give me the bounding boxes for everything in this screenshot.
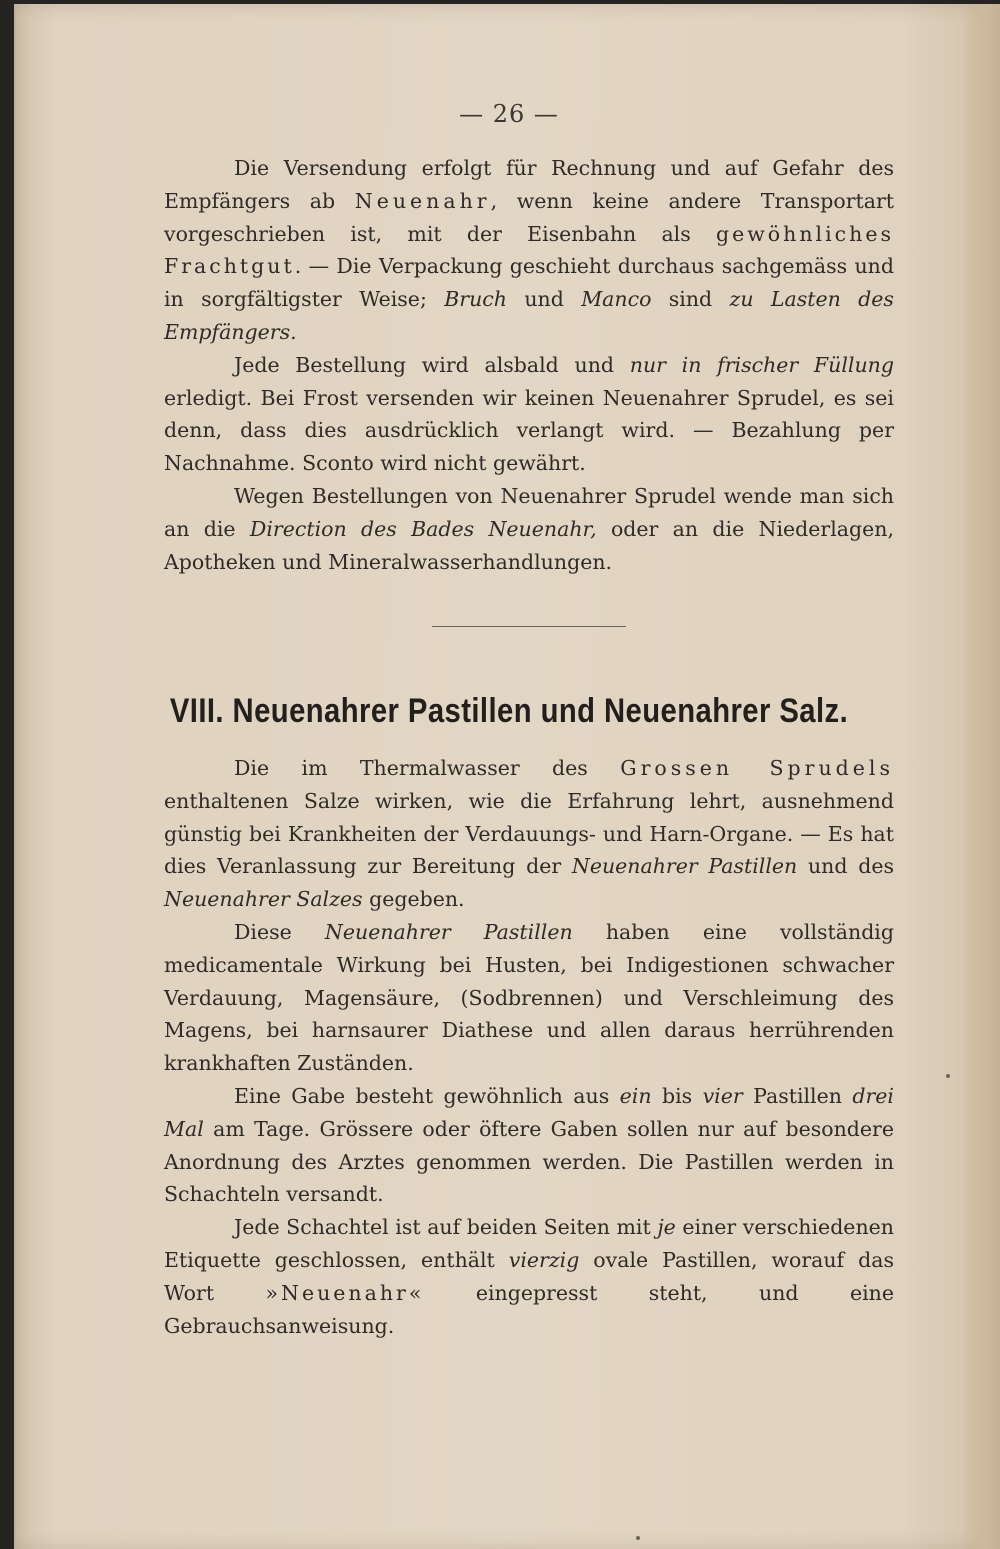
page-number: — 26 — (459, 100, 559, 128)
packaging-paragraph: Jede Schachtel ist auf beiden Seiten mit je einer verschiedenen Etiquette geschlossen, enthält vierzig ovale Pastillen, worauf das Wort »Neuenahr« eingepresst steht, und eine Gebrauchsanweisung. (164, 1215, 894, 1338)
spaced-phrase: Grossen Sprudels (620, 756, 894, 780)
spaced-phrase: »Neuenahr« (265, 1280, 425, 1305)
effects-paragraph: Diese Neuenahrer Pastillen haben eine vollständig medicamentale Wirkung bei Husten, bei Indigestionen schwacher Verdauung, Magensäure, (Sodbrennen) und Verschleimung des Magens, bei harnsaurer Diathese und allen daraus herrührenden krankhaften Zuständen. (164, 919, 894, 1076)
ordering-section (164, 152, 894, 578)
section-divider (432, 626, 626, 627)
spaced-phrase: gewöhnliches Frachtgut (164, 221, 894, 279)
paper-speck (946, 1074, 950, 1078)
pastilles-section (164, 752, 894, 1342)
shipping-paragraph: Die Versendung erfolgt für Rechnung und auf Gefahr des Empfängers ab Neuenahr, wenn keine andere Transportart vorgeschrieben ist, mit der Eisenbahn als gewöhnliches Frachtgut. — Die Verpackung geschieht durchaus sachgemäss und in sorgfältigster Weise; Bruch und Manco sind zu Lasten des Empfängers. (164, 156, 894, 344)
salts-paragraph: Die im Thermalwasser des Grossen Sprudels enthaltenen Salze wirken, wie die Erfahrung lehrt, ausnehmend günstig bei Krankheiten der Verdauungs- und Harn-Organe. — Es hat dies Veranlassung zur Bereitung der Neuenahrer Pastillen und des Neuenahrer Salzes gegeben. (164, 756, 894, 912)
dosage-paragraph: Eine Gabe besteht gewöhnlich aus ein bis vier Pastillen drei Mal am Tage. Grössere oder öftere Gaben sollen nur auf besondere Anordnung des Arztes genommen werden. Die Pastillen werden in Schachteln versandt. (164, 1083, 894, 1207)
paper-speck (636, 1536, 640, 1540)
book-page (14, 4, 1000, 1549)
order-paragraph: Jede Bestellung wird alsbald und nur in frischer Füllung erledigt. Bei Frost versenden wir keinen Neuenahrer Sprudel, es sei denn, dass dies ausdrücklich verlangt wird. — Bezahlung per Nachnahme. Sconto wird nicht gewährt. (164, 352, 894, 476)
place-name: Neuenahr (354, 188, 491, 213)
contact-paragraph: Wegen Bestellungen von Neuenahrer Sprudel wende man sich an die Direction des Bades Neuenahr, oder an die Niederlagen, Apotheken und Mineralwasserhandlungen. (164, 483, 894, 574)
section-heading: VIII. Neuenahrer Pastillen und Neuenahrer Salz. (169, 692, 849, 730)
page-edge-shadow (962, 4, 1000, 1549)
